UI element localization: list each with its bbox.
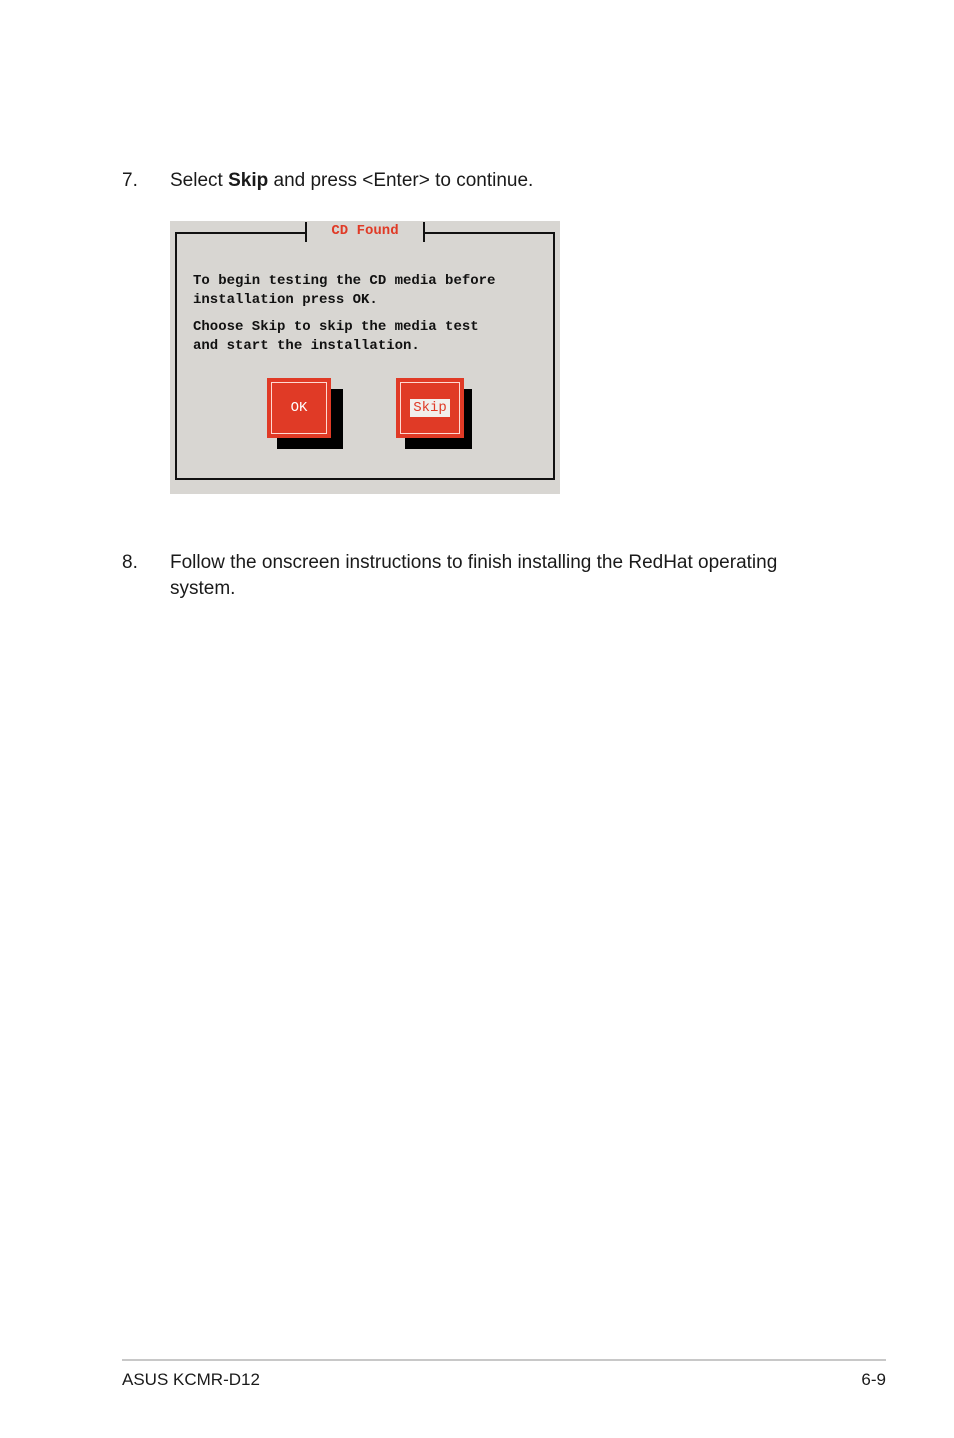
step-number: 7. — [122, 170, 138, 191]
ok-button-inner — [271, 382, 327, 434]
dialog-message-2-line-2: and start the installation. — [193, 338, 420, 354]
step-text: Follow the onscreen instructions to finish installing the RedHat operating system. — [170, 552, 778, 599]
ok-button-label: OK — [290, 400, 308, 416]
step-text — [170, 168, 830, 194]
step-text-after: and press <Enter> to continue. — [268, 170, 534, 191]
ok-button[interactable] — [267, 378, 331, 438]
step-number: 8. — [122, 552, 138, 573]
installer-screenshot — [170, 221, 560, 494]
dialog-title: CD Found — [331, 223, 399, 239]
dialog-message-1 — [193, 272, 495, 310]
step-text-before: Select — [170, 170, 229, 191]
dialog-frame — [175, 232, 555, 480]
footer-page-number: 6-9 — [861, 1370, 886, 1389]
footer-product-name: ASUS KCMR-D12 — [122, 1370, 260, 1389]
title-divider-right — [423, 222, 425, 242]
footer-divider — [122, 1359, 886, 1361]
skip-button-inner — [400, 382, 460, 434]
skip-button[interactable] — [396, 378, 464, 438]
dialog-message-1-line-2: installation press OK. — [193, 292, 378, 308]
dialog-message-2 — [193, 318, 479, 356]
dialog-message-1-line-1: To begin testing the CD media before — [193, 273, 496, 289]
step-text-bold: Skip — [228, 170, 269, 191]
dialog-message-2-line-1: Choose Skip to skip the media test — [193, 319, 479, 335]
title-divider-left — [305, 222, 307, 242]
skip-button-label: Skip — [410, 399, 450, 417]
